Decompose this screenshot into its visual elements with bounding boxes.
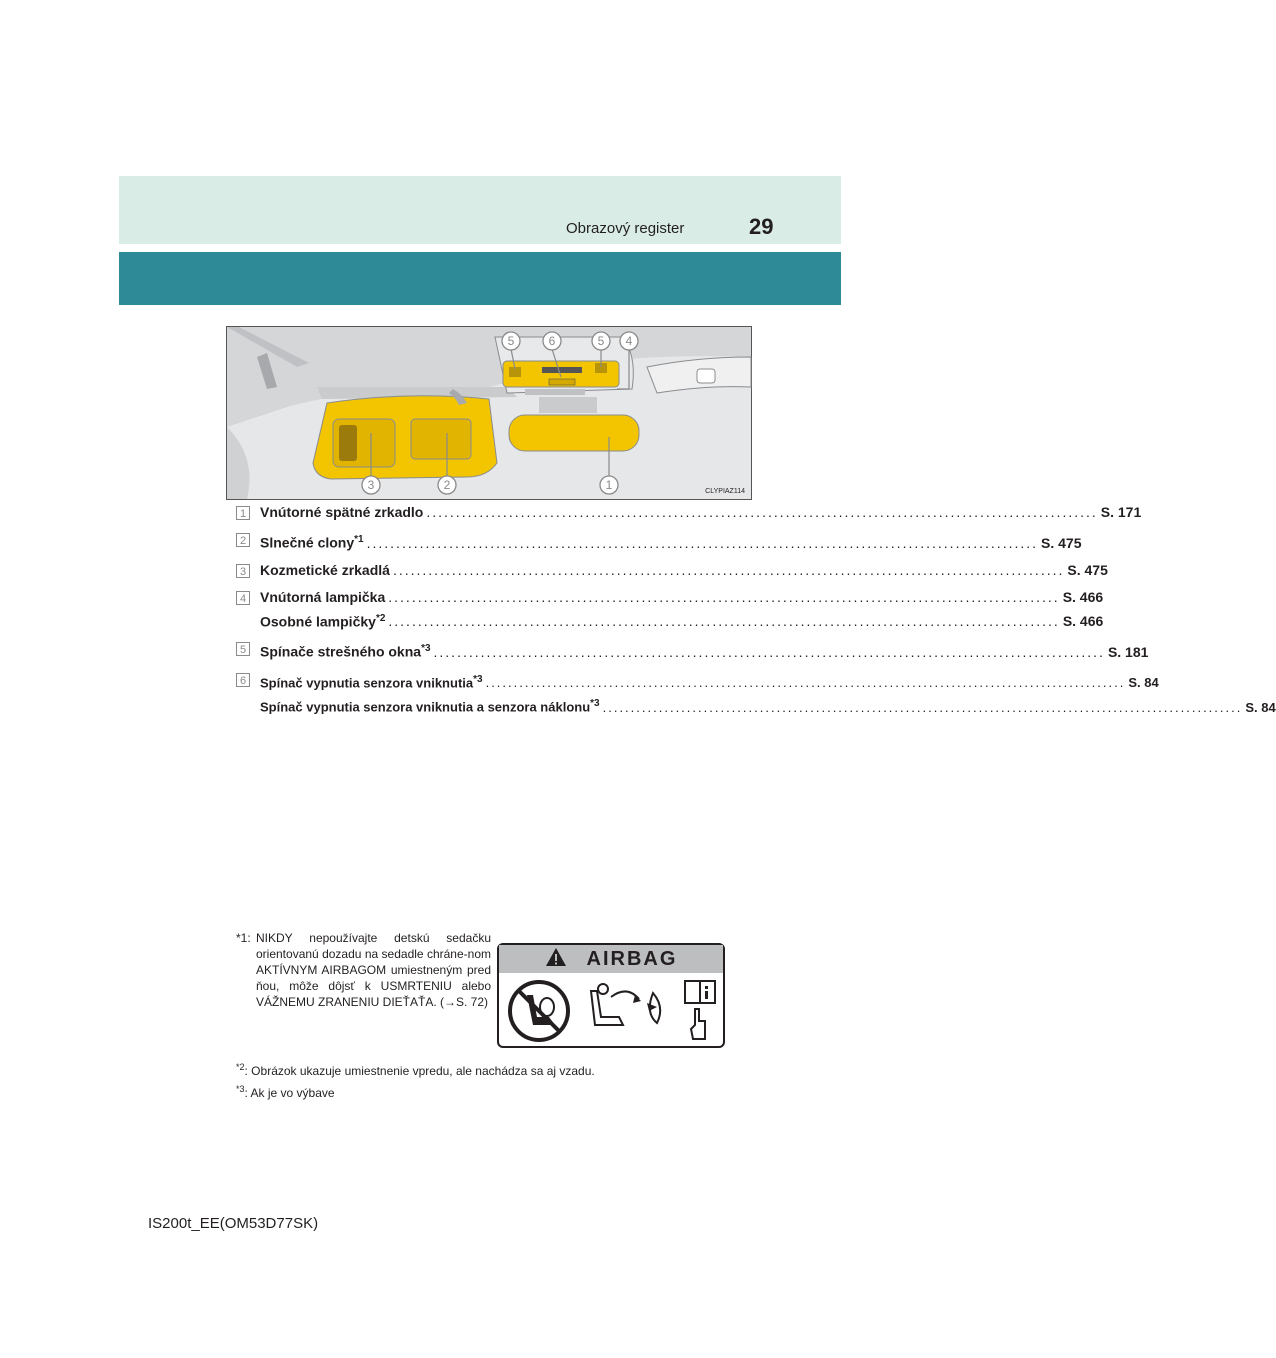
item-number: 2 [236,533,250,547]
callout-6: 6 [548,334,556,348]
item-list [236,500,1276,718]
item-label: Slnečné clony [260,534,355,551]
item-label: Spínač vypnutia senzora vniknutia [260,675,474,691]
item-number: 5 [236,642,250,656]
item-line[interactable] [236,587,1104,608]
leader-dots: .................................................................................................................. [388,588,1060,605]
list-item [236,529,1082,554]
footnote-2-mark: *2 [236,1062,245,1072]
callout-5a: 5 [507,334,515,348]
item-label: Spínač vypnutia senzora vniknutia a senzora náklonu [260,699,591,715]
footnote-1 [236,930,491,1010]
callout-2: 2 [443,478,451,492]
footnote-3-text: : Ak je vo výbave [244,1086,335,1100]
leader-dots: .................................................................................................................. [366,534,1039,551]
item-line[interactable] [236,638,1149,663]
footnote-marker: *3 [473,673,483,685]
list-item [236,502,1142,523]
footnote-2-text: : Obrázok ukazuje umiestnenie vpredu, ale nachádza sa aj vzadu. [244,1064,595,1078]
figure-code: CLYPIAZ114 [705,488,745,495]
leader-dots: .................................................................................................................. [602,699,1243,715]
page-ref[interactable]: S. 84 [1245,699,1276,715]
item-line[interactable] [236,693,1276,717]
callout-3: 3 [367,478,375,492]
list-item [236,638,1149,663]
item-label: Osobné lampičky [260,613,376,630]
item-label: Spínače strešného okna [260,643,422,660]
item-label: Vnútorné spätné zrkadlo [260,504,424,520]
page-ref[interactable]: S. 475 [1041,534,1082,551]
callout-5b: 5 [597,334,605,348]
item-number: 4 [236,591,250,605]
footnote-2 [236,1062,595,1078]
item-label: Vnútorná lampička [260,588,386,605]
footnote-marker: *3 [590,698,600,710]
footnote-3-mark: *3 [236,1084,245,1094]
callout-1: 1 [605,478,613,492]
page-ref[interactable]: S. 84 [1128,675,1159,691]
airbag-label-header [499,945,723,973]
list-item [236,669,1276,718]
header-band [119,176,841,244]
item-line[interactable] [236,502,1142,523]
leader-dots: .................................................................................................................. [433,643,1105,660]
leader-dots: .................................................................................................................. [388,613,1060,630]
item-number: 3 [236,564,250,578]
leader-dots: .................................................................................................................. [426,504,1098,520]
list-item [236,587,1104,633]
read-manual-icon [685,981,715,1039]
footnote-marker: *1 [354,534,364,545]
footnote-3 [236,1084,335,1100]
item-number: 1 [236,506,250,520]
overhead-console-illustration [226,326,752,500]
footnote-marker: *3 [421,643,431,655]
airbag-deploy-icon [591,984,660,1025]
item-line[interactable] [236,608,1104,633]
footnote-1-text: NIKDY nepoužívajte detskú sedačku orientovanú dozadu na sedadle chráne-nom AKTÍVNYM AIRBAGOM umiestneným pred ňou, môže dôjsť k USMRTENIU alebo VÁŽNEMU ZRANENIU DIEŤAŤA. (→S. 72) [256,931,491,1009]
footnote-1-mark: *1: [236,931,251,945]
callout-4: 4 [625,334,633,348]
item-line[interactable] [236,669,1159,693]
page-ref[interactable]: S. 181 [1107,643,1149,660]
page-ref[interactable]: S. 466 [1062,588,1104,605]
item-line[interactable] [236,529,1082,554]
item-number: 6 [236,673,250,687]
leader-dots: .................................................................................................................. [485,675,1126,691]
item-line[interactable] [236,560,1108,581]
leader-dots: .................................................................................................................. [392,561,1065,578]
footnote-marker: *2 [375,612,386,624]
page-ref[interactable]: S. 466 [1062,613,1104,630]
model-code: IS200t_EE(OM53D77SK) [148,1215,319,1232]
no-rear-facing-seat-icon [510,982,568,1040]
section-band [119,252,841,305]
item-label: Kozmetické zrkadlá [260,561,390,578]
airbag-warning-label [497,943,725,1048]
page-ref[interactable]: S. 475 [1067,561,1108,578]
airbag-label-text: AIRBAG [586,947,678,970]
list-item [236,560,1108,581]
page-ref[interactable]: S. 171 [1100,504,1142,520]
header-title: Obrazový register [566,220,685,237]
warning-triangle-icon [545,947,567,972]
airbag-label-pictograms [499,973,723,1046]
illustration-svg [227,327,751,499]
page-number: 29 [749,214,774,239]
